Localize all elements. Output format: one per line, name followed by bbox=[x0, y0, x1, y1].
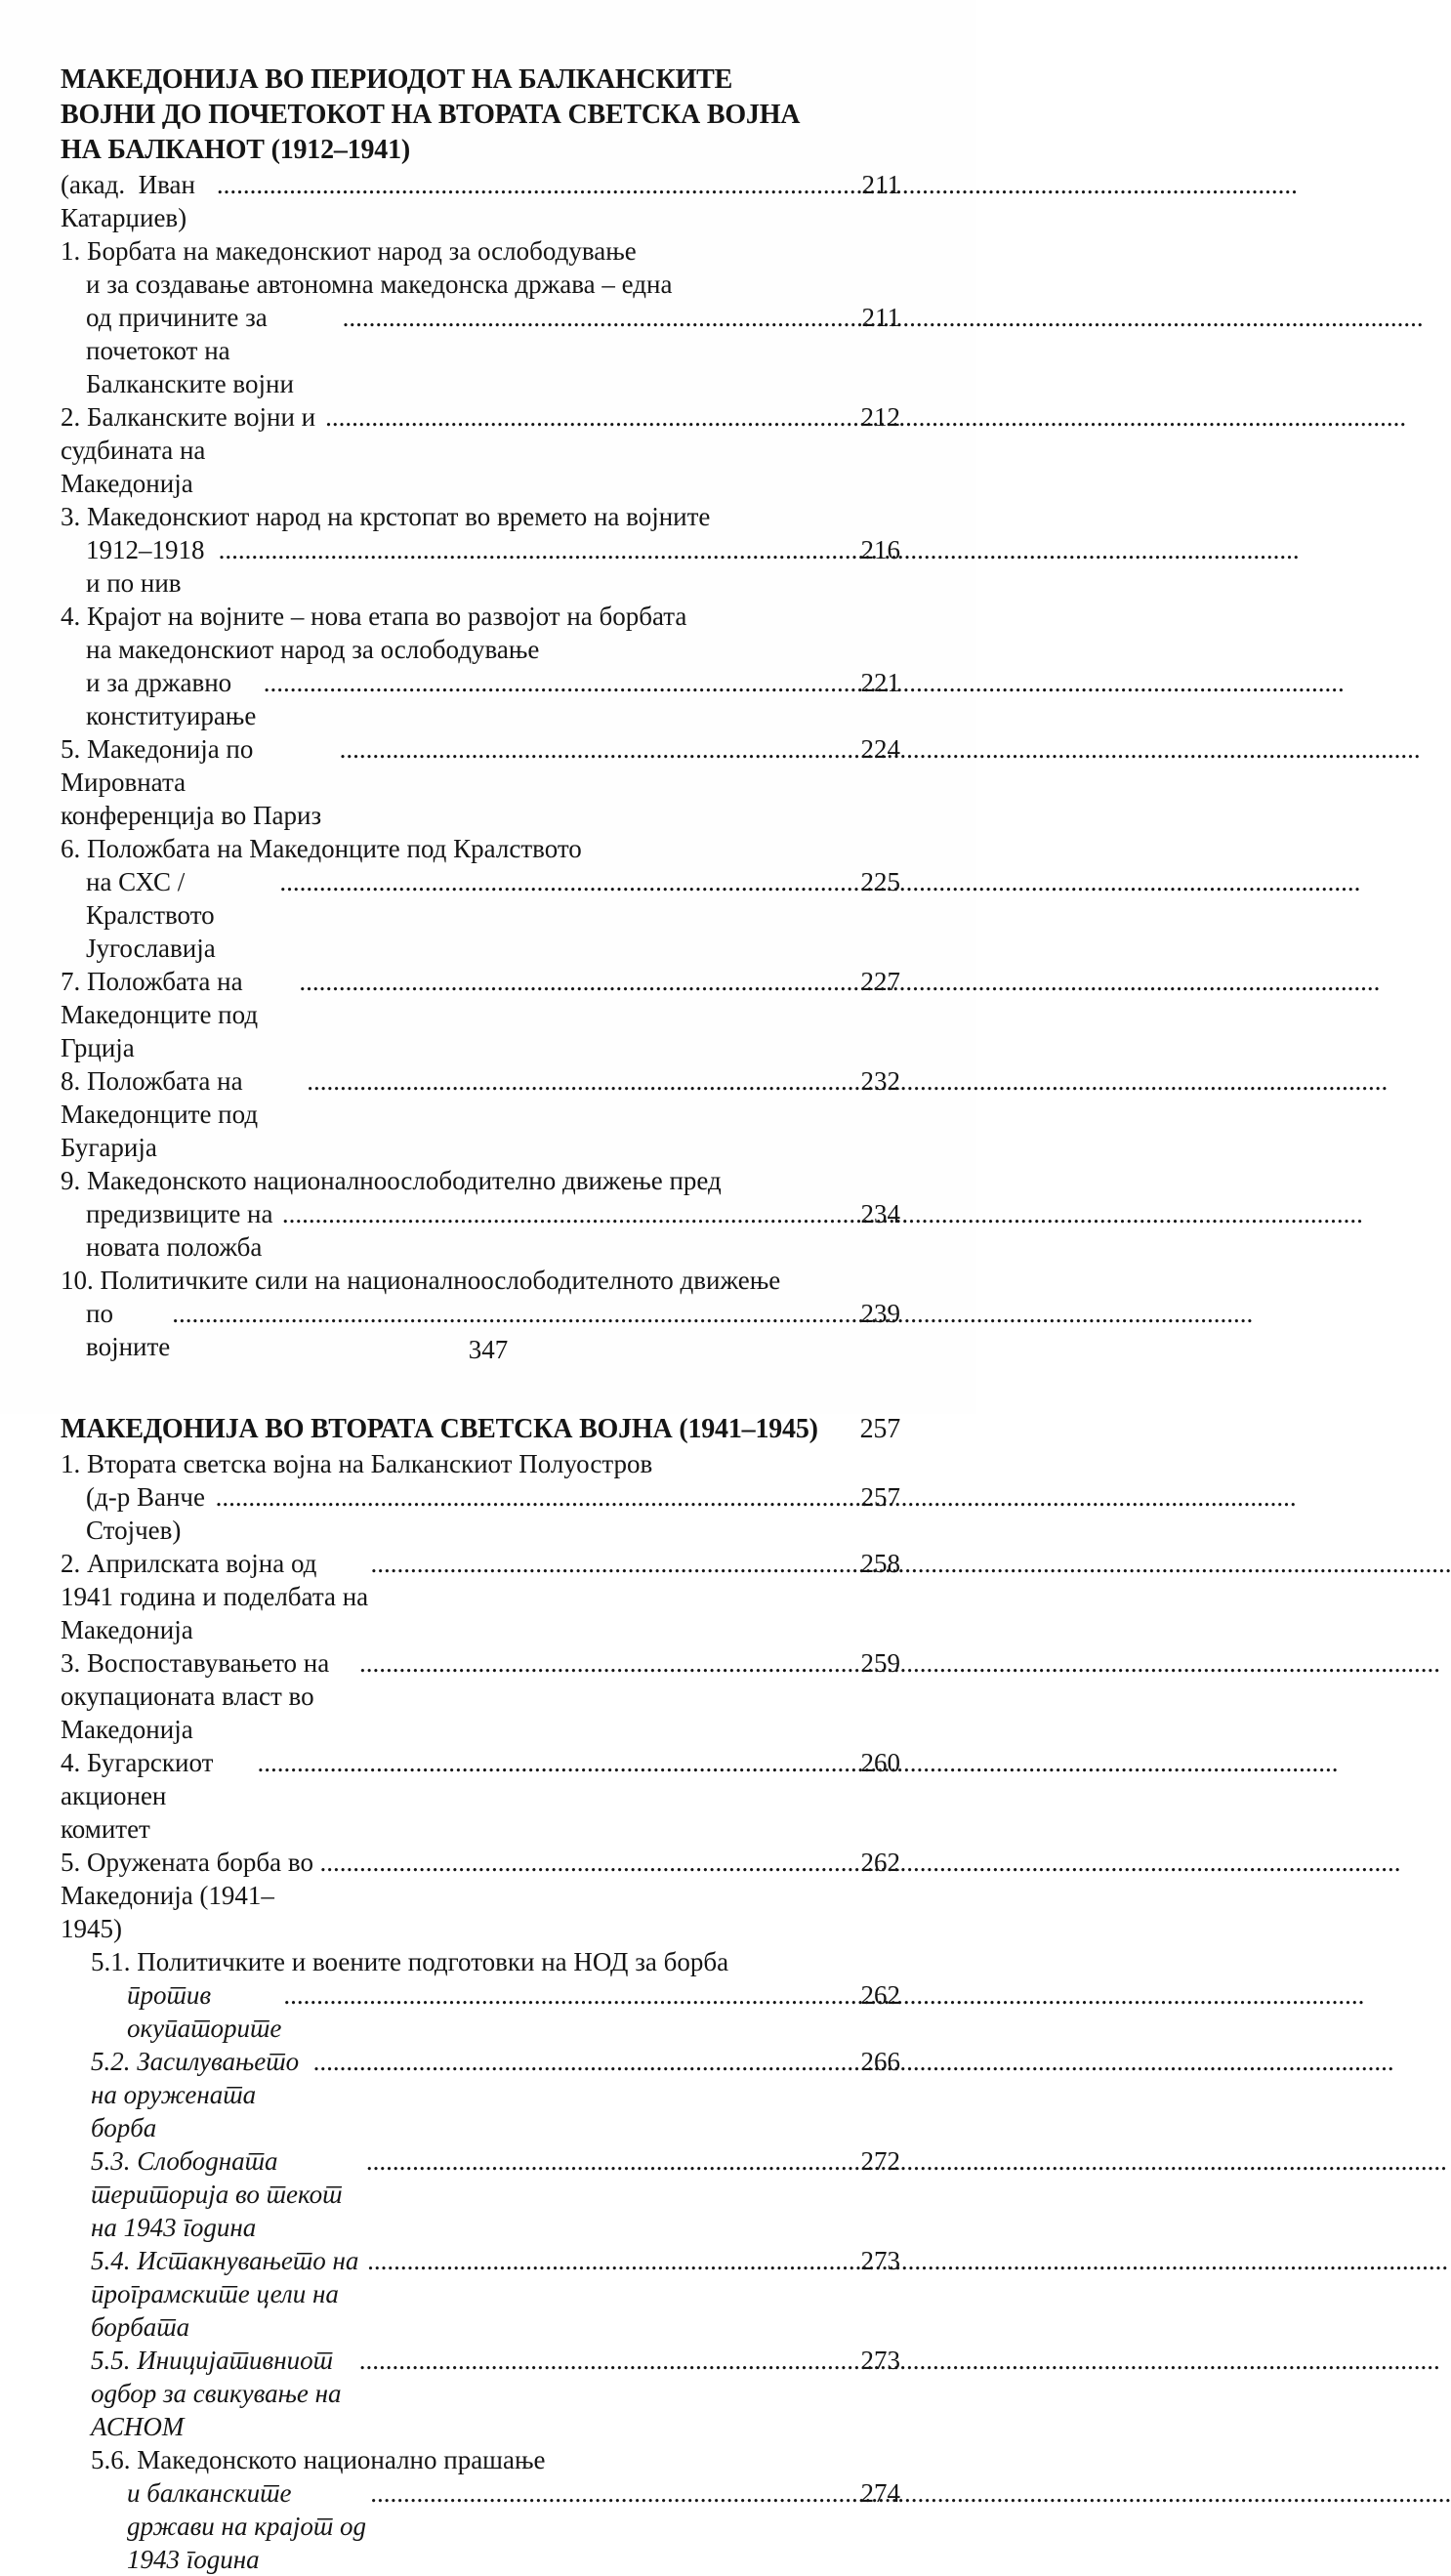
dot-leader bbox=[257, 1746, 840, 1779]
toc-entry-line bbox=[61, 2045, 900, 2144]
dot-leader bbox=[217, 168, 840, 201]
page-number: 260 bbox=[860, 1748, 900, 1777]
page-footer-number: 347 bbox=[468, 1335, 509, 1364]
dot-leader bbox=[370, 2476, 840, 2510]
toc-entry-text: 2. Априлската војна од 1941 година и поделбата на Македонија bbox=[61, 1549, 375, 1644]
toc-entry-line bbox=[61, 400, 900, 500]
toc-entry-line bbox=[61, 1978, 900, 2045]
dot-leader bbox=[359, 2344, 840, 2377]
page-number: 211 bbox=[861, 170, 900, 199]
dot-leader bbox=[282, 1197, 840, 1230]
toc-entry-text: 5.3. Слободната територија во текот на 1943 година bbox=[91, 2146, 350, 2242]
toc-entry bbox=[61, 2144, 900, 2244]
page-number: 227 bbox=[860, 967, 900, 996]
toc-entry bbox=[61, 1945, 900, 2045]
toc-entry-line: 10. Политичките сили на националноослободителното движење bbox=[61, 1266, 781, 1295]
toc-entry-line bbox=[61, 1846, 900, 1945]
toc-entry-line bbox=[61, 1547, 900, 1646]
dot-leader bbox=[216, 1480, 840, 1514]
toc-entry-text: против окупаторите bbox=[127, 1980, 289, 2043]
toc-entry-line bbox=[61, 1746, 900, 1846]
toc-entry bbox=[61, 600, 900, 732]
dot-leader bbox=[367, 2244, 840, 2277]
toc-section-2 bbox=[61, 1412, 900, 2576]
toc-entry-text: предизвиците на новата положба bbox=[86, 1199, 280, 1262]
dot-leader bbox=[264, 666, 840, 699]
dot-leader bbox=[319, 1846, 840, 1879]
toc-entry-line bbox=[61, 2476, 900, 2576]
page-number: 273 bbox=[860, 2346, 900, 2375]
toc-entry-line bbox=[61, 732, 900, 832]
toc-entry-text: 3. Воспоставувањето на окупационата власт во Македонија bbox=[61, 1648, 336, 1744]
dot-leader bbox=[359, 1646, 840, 1680]
toc-entry-line: 4. Крајот на војните – нова етапа во развојот на борбата bbox=[61, 602, 687, 631]
page-number: 225 bbox=[860, 867, 900, 896]
toc-entry-text: по војните bbox=[86, 1299, 177, 1361]
dot-leader bbox=[307, 1064, 840, 1098]
toc-entry-line: 5.1. Политичките и воените подготовки на НОД за борба bbox=[91, 1947, 729, 1976]
toc-entry bbox=[61, 1547, 900, 1646]
toc-entry-line bbox=[61, 2144, 900, 2244]
page-number: 257 bbox=[859, 1414, 900, 1444]
toc-entry-text: 2. Балканските војни и судбината на Македонија bbox=[61, 402, 322, 498]
page-number: 257 bbox=[860, 1482, 900, 1512]
dot-leader bbox=[219, 533, 840, 566]
page-number: 239 bbox=[860, 1299, 900, 1328]
toc-entry-line bbox=[61, 168, 900, 234]
toc-entry-line: и за создавање автономна македонска држава – една bbox=[86, 270, 673, 299]
toc-entry bbox=[61, 1646, 900, 1746]
page-number: 224 bbox=[860, 734, 900, 764]
page-number: 211 bbox=[861, 303, 900, 332]
toc-entry bbox=[61, 500, 900, 600]
toc-entry-text: на СХС / Кралството Југославија bbox=[86, 867, 222, 963]
table-of-contents bbox=[61, 62, 900, 2576]
dot-leader bbox=[370, 1547, 840, 1580]
page-number: 232 bbox=[860, 1066, 900, 1096]
dot-leader bbox=[279, 865, 840, 898]
page-number: 273 bbox=[860, 2246, 900, 2275]
toc-entry-text: (акад. Иван Катарџиев) bbox=[61, 170, 202, 232]
toc-entry bbox=[61, 400, 900, 500]
section-heading-line: МАКЕДОНИЈА ВО ПЕРИОДОТ НА БАЛКАНСКИТЕ bbox=[61, 64, 733, 95]
toc-entry bbox=[61, 2344, 900, 2443]
toc-entry-line bbox=[61, 533, 900, 600]
toc-entry-text: 5.2. Засилувањето на оружената борба bbox=[91, 2047, 306, 2142]
toc-entry-text: 5.4. Истакнувањето на програмските цели на борбата bbox=[91, 2246, 366, 2342]
page-number: 262 bbox=[860, 1848, 900, 1877]
section-heading-line: НА БАЛКАНОТ (1912–1941) bbox=[61, 135, 411, 165]
page-number: 234 bbox=[860, 1199, 900, 1228]
dot-leader bbox=[313, 2045, 840, 2078]
toc-entry-text: 4. Бугарскиот акционен комитет bbox=[61, 1748, 221, 1844]
toc-entry-text: и за државно конституирање bbox=[86, 668, 264, 730]
toc-entry bbox=[61, 1064, 900, 1164]
toc-entry-text: и балканските држави на крајот од 1943 година bbox=[127, 2478, 373, 2574]
dot-leader bbox=[172, 1297, 840, 1330]
toc-entry bbox=[61, 2045, 900, 2144]
dot-leader bbox=[299, 965, 840, 998]
toc-entry-line bbox=[61, 1197, 900, 1264]
dot-leader bbox=[283, 1978, 840, 2012]
section-heading-line bbox=[61, 1412, 900, 1447]
toc-entry-line: на македонскиот народ за ослободување bbox=[86, 635, 540, 664]
toc-entry-line: 1. Борбата на македонскиот народ за ослободување bbox=[61, 236, 637, 266]
toc-entry bbox=[61, 732, 900, 832]
page-number: 212 bbox=[860, 402, 900, 432]
toc-entry-line: 9. Македонското националноослободително движење пред bbox=[61, 1166, 722, 1195]
section-heading-line: ВОЈНИ ДО ПОЧЕТОКОТ НА ВТОРАТА СВЕТСКА ВОЈНА bbox=[61, 100, 801, 130]
toc-entry-line bbox=[61, 1064, 900, 1164]
toc-entry bbox=[61, 234, 900, 400]
page-number: 274 bbox=[860, 2478, 900, 2508]
toc-entry-text: 8. Положбата на Македонците под Бугарија bbox=[61, 1066, 265, 1162]
toc-entry-text: 5.5. Иницијативниот одбор за свикување на АСНОМ bbox=[91, 2346, 349, 2441]
toc-entry bbox=[61, 2244, 900, 2344]
toc-entry-line: 6. Положбата на Македонците под Кралството bbox=[61, 834, 582, 863]
toc-entry bbox=[61, 168, 900, 234]
toc-entry-line bbox=[61, 666, 900, 732]
dot-leader bbox=[343, 301, 840, 334]
toc-entry-line bbox=[61, 2344, 900, 2443]
page-number: 266 bbox=[860, 2047, 900, 2076]
toc-entry bbox=[61, 832, 900, 965]
toc-section-1 bbox=[61, 62, 900, 1363]
toc-entry bbox=[61, 965, 900, 1064]
dot-leader bbox=[366, 2144, 840, 2178]
toc-entry-line bbox=[61, 1646, 900, 1746]
toc-entry bbox=[61, 1746, 900, 1846]
page-number: 262 bbox=[860, 1980, 900, 2010]
toc-entry-line: 1. Втората светска војна на Балканскиот Полуостров bbox=[61, 1449, 653, 1478]
page-number: 221 bbox=[860, 668, 900, 697]
page-number: 259 bbox=[860, 1648, 900, 1678]
toc-entry bbox=[61, 1447, 900, 1547]
toc-entry bbox=[61, 1846, 900, 1945]
toc-entry-line: 3. Македонскиот народ на крстопат во времето на војните bbox=[61, 502, 711, 531]
toc-entry-text: 5. Оружената борба во Македонија (1941–1945) bbox=[61, 1848, 320, 1943]
toc-entry-line bbox=[61, 1480, 900, 1547]
toc-entry bbox=[61, 1164, 900, 1264]
toc-entry-text: 1912–1918 и по нив bbox=[86, 535, 212, 598]
toc-entry-line bbox=[61, 865, 900, 965]
dot-leader bbox=[340, 732, 840, 766]
toc-entry-text: од причините за почетокот на Балканските војни bbox=[86, 303, 301, 398]
toc-entry-text: 7. Положбата на Македонците под Грција bbox=[61, 967, 265, 1062]
toc-entry bbox=[61, 2443, 900, 2576]
page-number: 272 bbox=[860, 2146, 900, 2176]
section-heading-text: МАКЕДОНИЈА ВО ВТОРАТА СВЕТСКА ВОЈНА (1941–1945) bbox=[61, 1414, 818, 1444]
page-number: 258 bbox=[860, 1549, 900, 1578]
toc-entry-line bbox=[61, 2244, 900, 2344]
toc-entry-text: (д-р Ванче Стојчев) bbox=[86, 1482, 212, 1545]
toc-entry-line bbox=[61, 301, 900, 400]
dot-leader bbox=[325, 400, 840, 434]
toc-entry-line: 5.6. Македонското национално прашање bbox=[91, 2445, 546, 2474]
toc-entry-text: 5. Македонија по Мировната конференција во Париз bbox=[61, 734, 328, 830]
toc-entry-line bbox=[61, 965, 900, 1064]
page-number: 216 bbox=[860, 535, 900, 564]
